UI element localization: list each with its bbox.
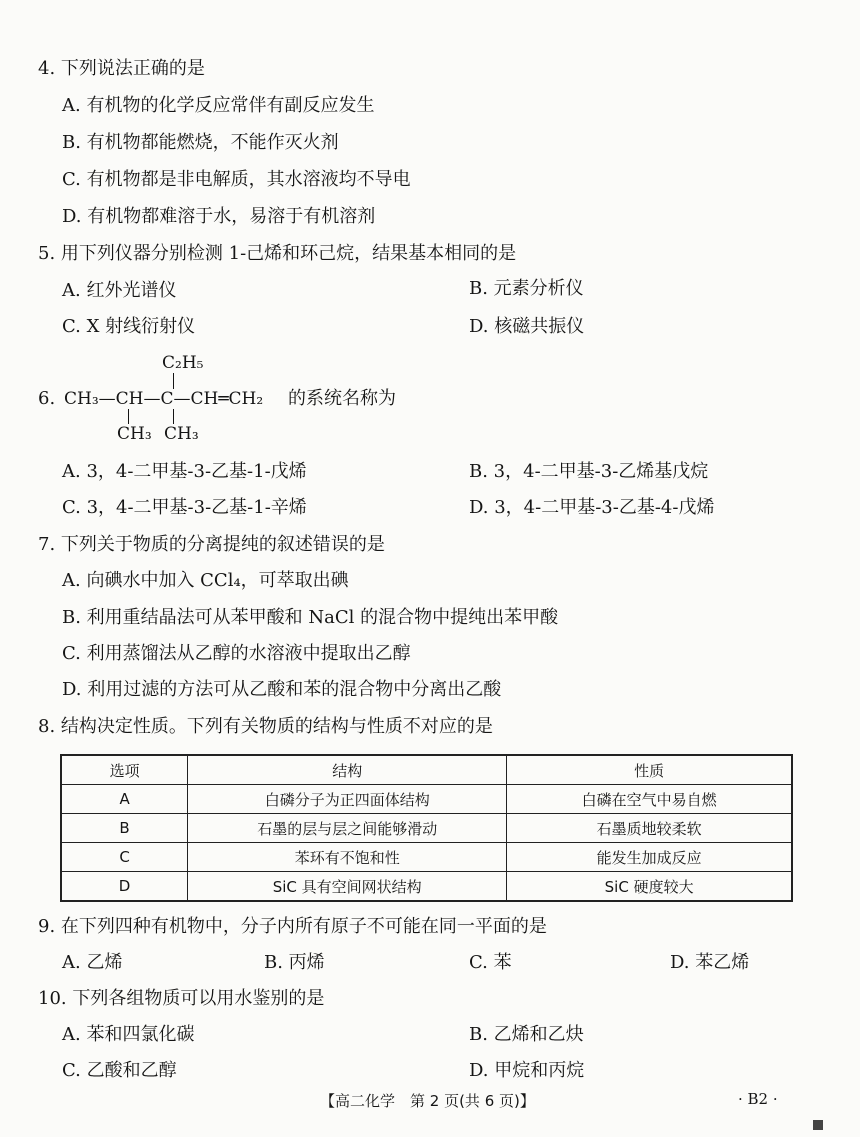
table-row bbox=[61, 843, 792, 872]
q9-option-b: B. 丙烯 bbox=[264, 952, 325, 973]
q6-tail: 的系统名称为 bbox=[288, 388, 396, 409]
q9-option-c: C. 苯 bbox=[469, 952, 512, 973]
q10-option-d: D. 甲烷和丙烷 bbox=[469, 1060, 585, 1081]
q6-option-d: D. 3，4-二甲基-3-乙基-4-戊烯 bbox=[469, 497, 715, 518]
table-cell: 白磷在空气中易自燃 bbox=[507, 785, 792, 814]
table-cell: 白磷分子为正四面体结构 bbox=[188, 785, 507, 814]
q6-bond-top bbox=[173, 373, 174, 389]
q7-stem: 7. 下列关于物质的分离提纯的叙述错误的是 bbox=[38, 534, 385, 555]
q4-option-c: C. 有机物都是非电解质，其水溶液均不导电 bbox=[62, 169, 411, 190]
q9-stem: 9. 在下列四种有机物中，分子内所有原子不可能在同一平面的是 bbox=[38, 916, 547, 937]
table-cell: SiC 硬度较大 bbox=[507, 872, 792, 902]
q10-stem: 10. 下列各组物质可以用水鉴别的是 bbox=[38, 988, 325, 1009]
q4-stem: 4. 下列说法正确的是 bbox=[38, 58, 205, 79]
table-cell: D bbox=[61, 872, 188, 902]
q4-option-d: D. 有机物都难溶于水，易溶于有机溶剂 bbox=[62, 206, 376, 227]
q6-formula-top: C₂H₅ bbox=[162, 353, 204, 373]
q6-option-b: B. 3，4-二甲基-3-乙烯基戊烷 bbox=[469, 461, 709, 482]
table-header-cell: 选项 bbox=[61, 755, 188, 785]
q4-option-a: A. 有机物的化学反应常伴有副反应发生 bbox=[62, 95, 375, 116]
q9-option-d: D. 苯乙烯 bbox=[670, 952, 750, 973]
q5-stem: 5. 用下列仪器分别检测 1-己烯和环己烷，结果基本相同的是 bbox=[38, 243, 517, 264]
q6-bond-bottom-2 bbox=[173, 409, 174, 424]
q5-option-b: B. 元素分析仪 bbox=[469, 278, 584, 299]
table-row bbox=[61, 872, 792, 902]
table-header-cell: 性质 bbox=[507, 755, 792, 785]
q4-option-b: B. 有机物都能燃烧，不能作灭火剂 bbox=[62, 132, 339, 153]
table-cell: SiC 具有空间网状结构 bbox=[188, 872, 507, 902]
q7-option-c: C. 利用蒸馏法从乙醇的水溶液中提取出乙醇 bbox=[62, 643, 411, 664]
q8-table bbox=[60, 754, 793, 902]
q5-option-c: C. X 射线衍射仪 bbox=[62, 316, 196, 337]
q7-option-d: D. 利用过滤的方法可从乙酸和苯的混合物中分离出乙酸 bbox=[62, 679, 502, 700]
table-cell: B bbox=[61, 814, 188, 843]
q6-formula-main: CH₃—CH—C—CH═CH₂ bbox=[64, 389, 264, 409]
q10-option-a: A. 苯和四氯化碳 bbox=[62, 1024, 195, 1045]
q6-number: 6. bbox=[38, 388, 56, 409]
q7-option-a: A. 向碘水中加入 CCl₄，可萃取出碘 bbox=[62, 570, 349, 591]
page-footer: 【高二化学 第 2 页(共 6 页)】 bbox=[320, 1092, 535, 1110]
q6-formula-bottom-1: CH₃ bbox=[117, 424, 152, 444]
table-cell: 石墨的层与层之间能够滑动 bbox=[188, 814, 507, 843]
q7-option-b: B. 利用重结晶法可从苯甲酸和 NaCl 的混合物中提纯出苯甲酸 bbox=[62, 607, 559, 628]
q5-option-a: A. 红外光谱仪 bbox=[62, 280, 177, 301]
paper-code: · B2 · bbox=[738, 1090, 778, 1108]
q6-option-c: C. 3，4-二甲基-3-乙基-1-辛烯 bbox=[62, 497, 307, 518]
table-cell: C bbox=[61, 843, 188, 872]
q8-stem: 8. 结构决定性质。下列有关物质的结构与性质不对应的是 bbox=[38, 716, 493, 737]
q10-option-b: B. 乙烯和乙炔 bbox=[469, 1024, 584, 1045]
table-cell: A bbox=[61, 785, 188, 814]
table-row bbox=[61, 785, 792, 814]
table-row bbox=[61, 814, 792, 843]
table-cell: 石墨质地较柔软 bbox=[507, 814, 792, 843]
table-header-row bbox=[61, 755, 792, 785]
q9-option-a: A. 乙烯 bbox=[62, 952, 123, 973]
q6-bond-bottom-1 bbox=[128, 409, 129, 424]
q6-formula-bottom-2: CH₃ bbox=[164, 424, 199, 444]
table-header-cell: 结构 bbox=[188, 755, 507, 785]
q6-option-a: A. 3，4-二甲基-3-乙基-1-戊烯 bbox=[62, 461, 307, 482]
q10-option-c: C. 乙酸和乙醇 bbox=[62, 1060, 177, 1081]
table-cell: 苯环有不饱和性 bbox=[188, 843, 507, 872]
q5-option-d: D. 核磁共振仪 bbox=[469, 316, 585, 337]
table-cell: 能发生加成反应 bbox=[507, 843, 792, 872]
qr-mark-icon bbox=[813, 1120, 823, 1130]
